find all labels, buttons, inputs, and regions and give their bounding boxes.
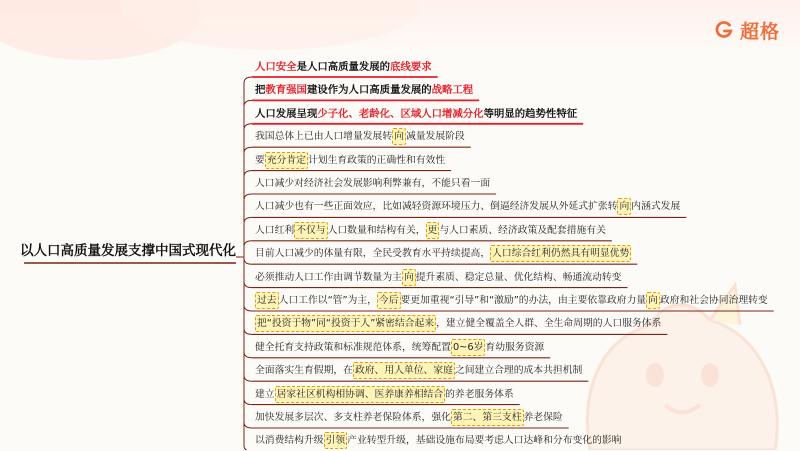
branch-text: 要	[255, 154, 265, 166]
highlight-box: 人口综合红利仍然具有明显优势	[490, 245, 631, 262]
highlight-box: 0~6岁	[451, 339, 485, 356]
highlight-box: 向	[402, 269, 416, 286]
branch-text: 计划生育政策的正确性和有效性	[307, 154, 446, 166]
branch-text: 把	[255, 84, 266, 97]
branch-text: 人口减少也有一些正面效应，比如减轻资源环境压力、倒逼经济发展从外延式扩张转	[255, 201, 618, 213]
branch-item	[255, 268, 621, 288]
highlight-box: 政府、用人单位、家庭	[353, 362, 455, 379]
branch-item	[255, 151, 445, 171]
branch-text: 全面落实生育假期，在	[255, 365, 353, 377]
branch-text: 我国总体上已由人口增量发展转	[255, 131, 393, 143]
highlight-text: 底线要求	[390, 61, 432, 73]
branch-text: 人口数量和结构有关，	[327, 224, 426, 236]
highlight-box: 充分肯定	[265, 152, 308, 169]
branch-text: 是人口高质量发展的	[296, 61, 391, 73]
branch-text: 与人口素质、经济政策及配套措施有关	[439, 224, 606, 236]
highlight-text: 战略工程	[431, 84, 474, 97]
branch-item	[255, 431, 621, 451]
branch-text: 产业转型升级，基础设施布局要考虑人口达峰和分布变化的影响	[347, 435, 622, 447]
branch-item	[255, 314, 661, 334]
branch-item	[255, 127, 465, 147]
branch-text: 之间建立合理的成本共担机制	[454, 365, 583, 377]
branch-text: 建设作为人口高质量发展的	[306, 84, 432, 97]
branch-text: 内涵式发展	[631, 201, 681, 213]
branch-text: 人口发展呈现	[255, 107, 318, 120]
highlight-box: 更	[426, 222, 440, 239]
branch-text: 建立	[255, 388, 275, 400]
branch-item	[255, 197, 680, 217]
branch-text: 人口红利	[255, 224, 295, 236]
branch-text: 以消费结构升级	[255, 435, 324, 447]
branch-item	[255, 221, 606, 241]
branch-item	[255, 291, 768, 311]
branch-connector	[236, 257, 252, 450]
branch-item	[255, 244, 631, 264]
branch-item	[255, 338, 544, 358]
highlight-text: 教育强国	[265, 84, 307, 97]
branch-item	[255, 104, 577, 124]
branch-text: ，建立健全覆盖全人群、全生命周期的人口服务体系	[436, 318, 662, 330]
brand-name: 超格	[739, 20, 780, 43]
highlight-box: 过去	[255, 292, 279, 309]
branch-item	[255, 80, 473, 100]
highlight-box: 今后	[377, 292, 401, 309]
branch-text: 育幼服务资源	[485, 341, 545, 353]
branch-item	[255, 385, 514, 405]
highlight-box: 居家社区机构相协调、医养康养相结合	[275, 386, 446, 403]
branch-text: 目前人口减少的体量有限，全民受教育水平持续提高，	[255, 248, 491, 260]
branch-text: 人口减少对经济社会发展影响利弊兼有，不能只看一面	[255, 178, 491, 189]
branch-item	[255, 57, 432, 77]
branch-item	[255, 361, 582, 381]
branch-text: 提升素质、稳定总量、优化结构、畅通流动转变	[415, 271, 622, 283]
branch-text: 要更加重视“引导”和“激励”的办法，由主要依靠政府力量	[400, 295, 647, 306]
branch-text: 必须推动人口工作由调节数量为主	[255, 271, 402, 283]
highlight-box: 把“投资于物”同“投资于人”紧密结合起来	[255, 315, 436, 332]
branch-text: 等明显的趋势性特征	[483, 107, 578, 120]
branch-text: 减量发展阶段	[405, 131, 465, 143]
highlight-box: 引领	[324, 432, 348, 449]
branch-text: 养老保险	[523, 412, 563, 423]
branch-text: 的养老服务体系	[445, 388, 514, 400]
branch-text: 健全托育支持政策和标准规范体系，统筹配置	[255, 341, 451, 353]
highlight-box: 第二、第三支柱	[451, 409, 524, 426]
branch-item	[255, 408, 563, 428]
highlight-box: 向	[392, 128, 406, 145]
branch-item	[255, 174, 490, 194]
branch-text: 政府和社会协同治理转变	[659, 295, 768, 306]
highlight-box: 向	[646, 292, 660, 309]
highlight-box: 不仅与	[294, 222, 327, 239]
highlight-box: 向	[617, 198, 631, 215]
branch-text: 人口工作以“管”为主，	[278, 295, 377, 306]
highlight-text: 少子化、老龄化、区域人口增减分化	[317, 107, 484, 120]
branch-text: 加快发展多层次、多支柱养老保险体系，强化	[255, 412, 451, 423]
central-topic: 以人口高质量发展支撑中国式现代化	[20, 243, 236, 259]
highlight-text: 人口安全	[255, 61, 297, 73]
